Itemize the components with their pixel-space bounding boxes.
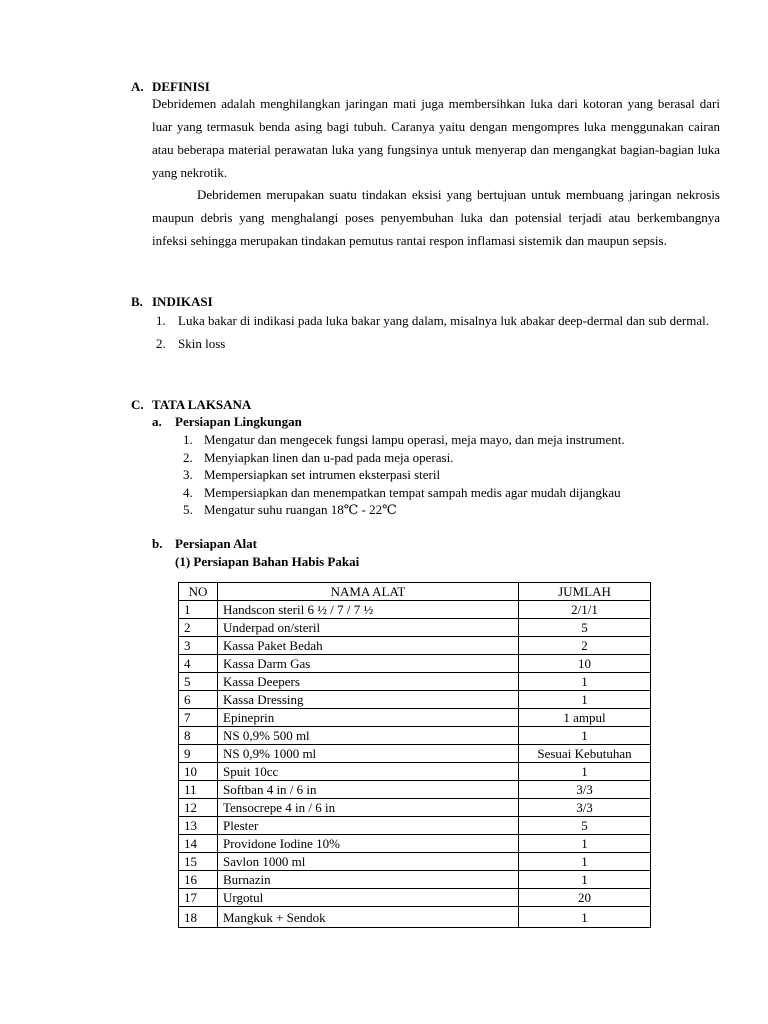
list-item	[152, 332, 720, 355]
list-item	[183, 501, 625, 519]
section-a-letter: A.	[131, 79, 144, 94]
table-header-row	[179, 583, 651, 601]
section-b-heading	[131, 294, 213, 310]
cell-qty: 2/1/1	[519, 601, 651, 619]
list-number: 2.	[183, 449, 193, 465]
list-text: Menyiapkan linen dan u-pad pada meja operasi.	[204, 449, 454, 465]
cell-no: 4	[179, 655, 218, 673]
sub-a-letter: a.	[152, 414, 162, 429]
cell-name: Mangkuk + Sendok	[218, 907, 519, 928]
cell-no: 11	[179, 781, 218, 799]
list-text: Mempersiapkan set intrumen eksterpasi steril	[204, 467, 441, 482]
cell-no: 13	[179, 817, 218, 835]
header-qty: JUMLAH	[519, 583, 651, 601]
cell-name: NS 0,9% 1000 ml	[218, 745, 519, 763]
cell-no: 15	[179, 853, 218, 871]
cell-no: 1	[179, 601, 218, 619]
list-number: 1.	[183, 432, 193, 447]
cell-no: 9	[179, 745, 218, 763]
cell-no: 14	[179, 835, 218, 853]
cell-name: Savlon 1000 ml	[218, 853, 519, 871]
sub-b-heading	[152, 536, 257, 552]
indication-list	[152, 309, 720, 355]
table-row	[179, 601, 651, 619]
section-b-title: INDIKASI	[152, 294, 213, 309]
table-row	[179, 619, 651, 637]
cell-qty: 1	[519, 871, 651, 889]
cell-qty: 1	[519, 853, 651, 871]
cell-qty: 5	[519, 817, 651, 835]
cell-no: 10	[179, 763, 218, 781]
cell-qty: 3/3	[519, 781, 651, 799]
sub-b-letter: b.	[152, 536, 163, 551]
cell-name: Kassa Deepers	[218, 673, 519, 691]
cell-qty: 5	[519, 619, 651, 637]
section-a-paragraph-1: Debridemen adalah menghilangkan jaringan mati juga membersihkan luka dari kotoran yang berasal dari luar yang termasuk benda asing bagi tubuh. Caranya yaitu dengan mengompres luka menggunakan cairan atau beberapa material perawatan luka yang fungsinya untuk menyerap dan mengangkat bagian-bagian luka yang nekrotik.	[152, 96, 720, 180]
cell-qty: 10	[519, 655, 651, 673]
table-row	[179, 763, 651, 781]
table-row	[179, 655, 651, 673]
sub-b-subtitle: (1) Persiapan Bahan Habis Pakai	[175, 554, 360, 569]
cell-qty: Sesuai Kebutuhan	[519, 745, 651, 763]
list-item	[183, 484, 625, 502]
supplies-table	[178, 582, 651, 928]
cell-qty: 2	[519, 637, 651, 655]
cell-name: Kassa Paket Bedah	[218, 637, 519, 655]
header-name: NAMA ALAT	[218, 583, 519, 601]
list-number: 4.	[183, 484, 193, 500]
section-a-paragraph-2-text: Debridemen merupakan suatu tindakan eksisi yang bertujuan untuk membuang jaringan nekrosis maupun debris yang menghalangi poses penyembuhan luka dan potensial terjadi atau berkembangnya infeksi sehingga merupakan tindakan pemutus rantai respon inflamasi sistemik dan maupun sepsis.	[152, 187, 720, 248]
cell-no: 16	[179, 871, 218, 889]
cell-name: Handscon steril 6 ½ / 7 / 7 ½	[218, 601, 519, 619]
cell-no: 18	[179, 907, 218, 928]
list-item	[183, 466, 625, 484]
table-body	[179, 601, 651, 928]
section-a-paragraph-2	[152, 183, 720, 252]
cell-name: Plester	[218, 817, 519, 835]
table-row	[179, 709, 651, 727]
table-row	[179, 799, 651, 817]
table-row	[179, 745, 651, 763]
list-number: 2.	[156, 336, 166, 351]
list-text: Luka bakar di indikasi pada luka bakar yang dalam, misalnya luk abakar deep-dermal dan sub dermal.	[178, 313, 710, 328]
environment-prep-list	[183, 431, 625, 519]
list-number: 1.	[156, 313, 166, 328]
cell-name: Providone Iodine 10%	[218, 835, 519, 853]
table-row	[179, 835, 651, 853]
cell-name: Burnazin	[218, 871, 519, 889]
cell-no: 7	[179, 709, 218, 727]
cell-qty: 3/3	[519, 799, 651, 817]
cell-no: 12	[179, 799, 218, 817]
cell-name: Spuit 10cc	[218, 763, 519, 781]
list-item	[183, 431, 625, 449]
cell-name: Kassa Darm Gas	[218, 655, 519, 673]
table-row	[179, 853, 651, 871]
cell-qty: 1	[519, 763, 651, 781]
list-text: Mengatur dan mengecek fungsi lampu operasi, meja mayo, dan meja instrument.	[204, 432, 625, 447]
list-number: 5.	[183, 502, 193, 517]
list-item	[152, 309, 720, 332]
table-row	[179, 871, 651, 889]
section-c-heading	[131, 397, 251, 413]
cell-name: Kassa Dressing	[218, 691, 519, 709]
cell-qty: 1	[519, 691, 651, 709]
list-number: 3.	[183, 467, 193, 482]
section-a-title: DEFINISI	[152, 79, 210, 94]
cell-no: 17	[179, 889, 218, 907]
header-no: NO	[179, 583, 218, 601]
list-text: Mengatur suhu ruangan 18℃ - 22℃	[204, 502, 397, 517]
table-row	[179, 691, 651, 709]
list-text: Skin loss	[178, 336, 226, 351]
cell-qty: 1	[519, 673, 651, 691]
cell-no: 6	[179, 691, 218, 709]
table-row	[179, 673, 651, 691]
table-row	[179, 637, 651, 655]
cell-no: 5	[179, 673, 218, 691]
cell-name: Epineprin	[218, 709, 519, 727]
cell-name: Urgotul	[218, 889, 519, 907]
table-row	[179, 907, 651, 928]
cell-qty: 1 ampul	[519, 709, 651, 727]
sub-b-title: Persiapan Alat	[175, 536, 257, 551]
cell-no: 3	[179, 637, 218, 655]
cell-no: 8	[179, 727, 218, 745]
cell-qty: 1	[519, 907, 651, 928]
section-c-title: TATA LAKSANA	[152, 397, 252, 412]
section-b-letter: B.	[131, 294, 143, 309]
cell-qty: 1	[519, 835, 651, 853]
cell-name: NS 0,9% 500 ml	[218, 727, 519, 745]
cell-no: 2	[179, 619, 218, 637]
table-row	[179, 781, 651, 799]
section-c-letter: C.	[131, 397, 144, 412]
cell-name: Softban 4 in / 6 in	[218, 781, 519, 799]
table-row	[179, 727, 651, 745]
cell-qty: 20	[519, 889, 651, 907]
sub-a-title: Persiapan Lingkungan	[175, 414, 302, 429]
cell-name: Tensocrepe 4 in / 6 in	[218, 799, 519, 817]
sub-a-heading	[152, 414, 302, 430]
cell-name: Underpad on/steril	[218, 619, 519, 637]
table-row	[179, 817, 651, 835]
list-item	[183, 449, 625, 467]
list-text: Mempersiapkan dan menempatkan tempat sampah medis agar mudah dijangkau	[204, 484, 621, 500]
table-row	[179, 889, 651, 907]
cell-qty: 1	[519, 727, 651, 745]
